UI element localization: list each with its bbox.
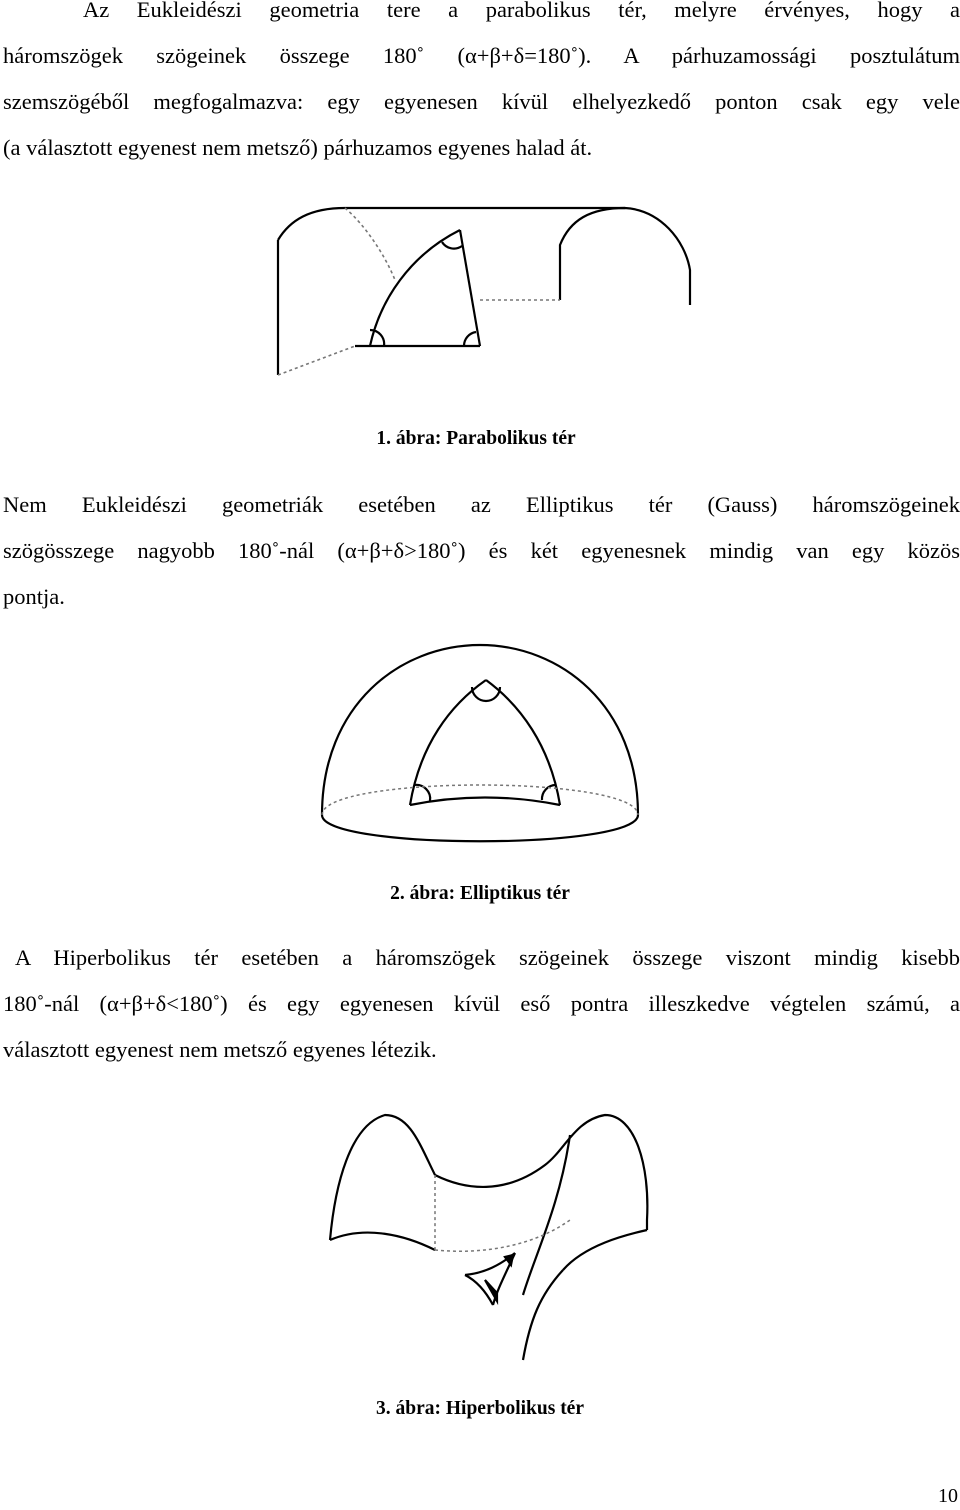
figure3-caption: 3. ábra: Hiperbolikus tér [376, 1398, 584, 1419]
paragraph-line: választott egyenest nem metsző egyenes létezik. [3, 1037, 437, 1062]
paragraph-line: háromszögek szögeinek összege 180˚ (α+β+δ=180˚). A párhuzamossági posztulátum [3, 43, 960, 68]
figure2-caption: 2. ábra: Elliptikus tér [390, 883, 570, 904]
saddle-surface-icon [325, 1105, 665, 1365]
figure1-caption: 1. ábra: Parabolikus tér [376, 428, 576, 449]
paragraph-euclidean [3, 0, 960, 171]
figure-hyperbolic-space [325, 1105, 665, 1365]
figure-parabolic-space [270, 200, 700, 385]
paragraph-line: (a választott egyenest nem metsző) párhuzamos egyenes halad át. [3, 135, 593, 160]
paragraph-elliptic [3, 482, 960, 620]
figure-elliptic-space [310, 635, 650, 865]
paragraph-line: pontja. [3, 584, 65, 609]
page-number: 10 [938, 1485, 958, 1507]
paragraph-line: szögösszege nagyobb 180˚-nál (α+β+δ>180˚) és két egyenesnek mindig van egy közös [3, 538, 960, 563]
paragraph-hyperbolic [3, 935, 960, 1073]
paragraph-line: 180˚-nál (α+β+δ<180˚) és egy egyenesen kívül eső pontra illeszkedve végtelen számú, a [3, 991, 960, 1016]
paragraph-line: Nem Eukleidészi geometriák esetében az Elliptikus tér (Gauss) háromszögeinek [3, 492, 960, 517]
paragraph-line: A Hiperbolikus tér esetében a háromszögek szögeinek összege viszont mindig kisebb [15, 945, 960, 970]
hemisphere-icon [310, 635, 650, 865]
parabolic-surface-icon [270, 200, 700, 385]
paragraph-line: Az Eukleidészi geometria tere a parabolikus tér, melyre érvényes, hogy a [83, 0, 960, 22]
paragraph-line: szemszögéből megfogalmazva: egy egyenesen kívül elhelyezkedő ponton csak egy vele [3, 89, 960, 114]
